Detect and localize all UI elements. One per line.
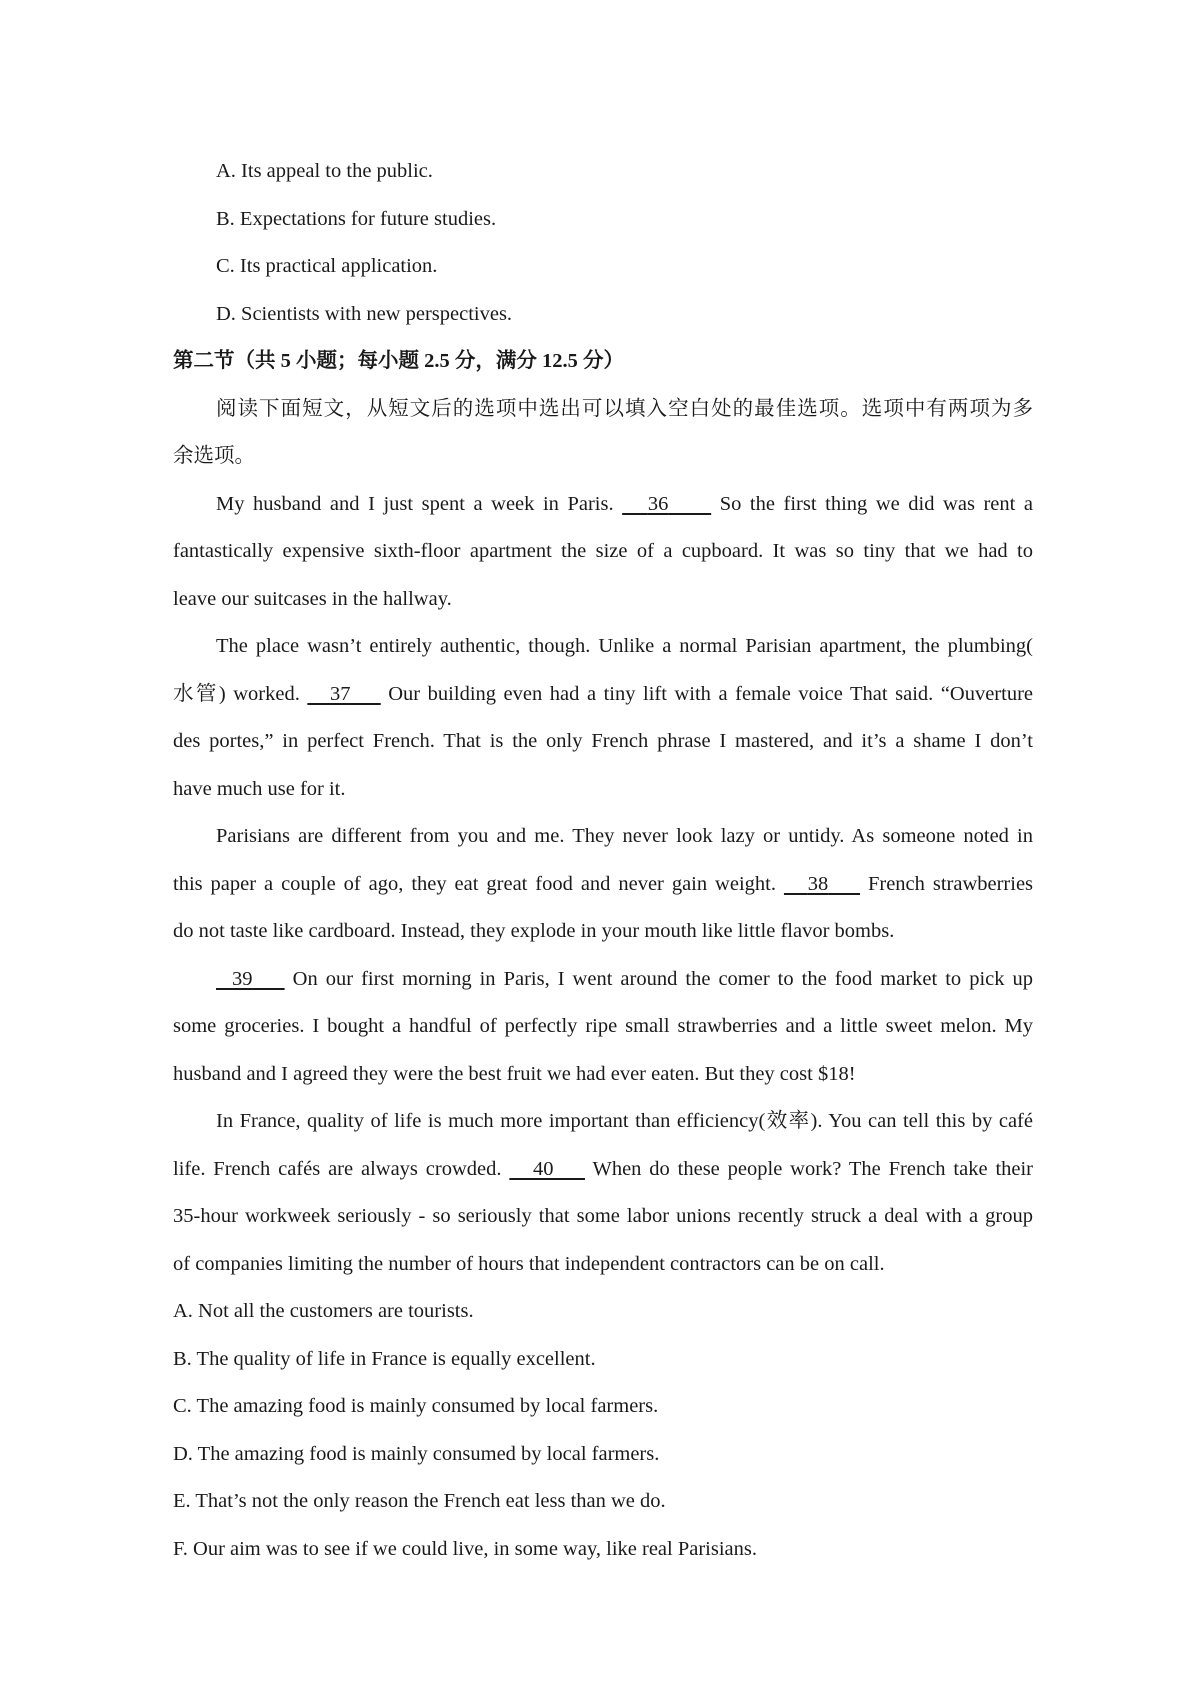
blank-number: 40 (532, 1158, 554, 1180)
passage-p3-line-1: Parisians are different from you and me. They never look lazy or untidy. As someone noted in (216, 825, 1033, 847)
passage-p5-line-1: In France, quality of life is much more important than efficiency(效率). You can tell this by café (216, 1110, 1033, 1132)
instructions-line-2: 余选项。 (173, 445, 255, 467)
passage-text: My husband and I just spent a week in Paris. (216, 493, 614, 515)
prev-option-b: B. Expectations for future studies. (216, 208, 497, 230)
passage-text: French strawberries (867, 873, 1034, 895)
passage-p1-line-2: fantastically expensive sixth-floor apartment the size of a cupboard. It was so tiny that we had to (173, 540, 1033, 562)
passage-p1-line-1 (216, 491, 1033, 517)
blank-38 (784, 873, 860, 895)
passage-p5-line-2 (173, 1156, 1033, 1182)
blank-36 (622, 493, 711, 515)
passage-text: So the first thing we did was rent a (719, 493, 1034, 515)
prev-option-d: D. Scientists with new perspectives. (216, 303, 513, 325)
passage-p4-line-3: husband and I agreed they were the best fruit we had ever eaten. But they cost $18! (173, 1063, 856, 1085)
option-f: F. Our aim was to see if we could live, in some way, like real Parisians. (173, 1538, 757, 1560)
passage-p4-line-1 (216, 966, 1033, 992)
passage-p1-line-3: leave our suitcases in the hallway. (173, 588, 452, 610)
blank-number: 38 (807, 873, 829, 895)
passage-text: Our building even had a tiny lift with a female voice That said. “Ouverture (388, 683, 1034, 705)
option-b: B. The quality of life in France is equally excellent. (173, 1348, 596, 1370)
option-a: A. Not all the customers are tourists. (173, 1300, 474, 1322)
passage-p2-line-1: The place wasn’t entirely authentic, though. Unlike a normal Parisian apartment, the plumbing( (216, 635, 1033, 657)
option-c: C. The amazing food is mainly consumed by local farmers. (173, 1395, 659, 1417)
prev-option-a: A. Its appeal to the public. (216, 160, 433, 182)
passage-p2-line-4: have much use for it. (173, 778, 346, 800)
passage-text: When do these people work? The French take their (592, 1158, 1034, 1180)
passage-p5-line-4: of companies limiting the number of hours that independent contractors can be on call. (173, 1253, 885, 1275)
passage-p2-line-2 (173, 681, 1033, 707)
passage-text: life. French cafés are always crowded. (173, 1158, 502, 1180)
option-d: D. The amazing food is mainly consumed by local farmers. (173, 1443, 660, 1465)
blank-number: 39 (232, 968, 253, 990)
passage-p3-line-3: do not taste like cardboard. Instead, they explode in your mouth like little flavor bombs. (173, 920, 895, 942)
blank-39 (216, 968, 285, 990)
passage-text: 水管) worked. (173, 683, 300, 705)
passage-text: this paper a couple of ago, they eat great food and never gain weight. (173, 873, 776, 895)
blank-number: 37 (330, 683, 351, 705)
blank-40 (509, 1158, 585, 1180)
instructions-line-1: 阅读下面短文，从短文后的选项中选出可以填入空白处的最佳选项。选项中有两项为多 (216, 398, 1033, 420)
prev-option-c: C. Its practical application. (216, 255, 438, 277)
blank-number: 36 (647, 493, 669, 515)
section-heading: 第二节（共 5 小题；每小题 2.5 分，满分 12.5 分） (173, 350, 624, 372)
passage-text: On our first morning in Paris, I went around the comer to the food market to pick up (292, 968, 1034, 990)
passage-p5-line-3: 35-hour workweek seriously - so seriously that some labor unions recently struck a deal with a group (173, 1205, 1033, 1227)
passage-p3-line-2 (173, 871, 1033, 897)
option-e: E. That’s not the only reason the French eat less than we do. (173, 1490, 666, 1512)
passage-p2-line-3: des portes,” in perfect French. That is the only French phrase I mastered, and it’s a shame I don’t (173, 730, 1033, 752)
passage-p4-line-2: some groceries. I bought a handful of perfectly ripe small strawberries and a little sweet melon. My (173, 1015, 1033, 1037)
blank-37 (307, 683, 380, 705)
